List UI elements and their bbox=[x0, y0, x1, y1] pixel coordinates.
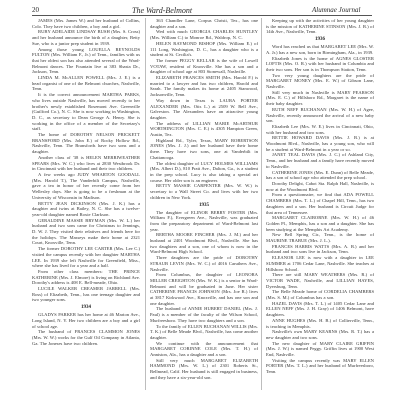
news-paragraph: Three daughters are the pride of DOROTHY STRAUB LEVIN (Mrs. W. C.) of 4016 Caruthers Ave., Nashville. bbox=[150, 255, 258, 272]
news-paragraph: CATHERINE JONES (Mrs. E. Dunn) of Belle Meade, has a son of school age who attended the prep school. bbox=[266, 169, 374, 181]
news-paragraph: MARGARET CLAIBORNE (Mrs. W. H.) of 46 Golden Pl., Memphis, has a son and a daughter. She has been studying at the Memphis Art Academy. bbox=[266, 215, 374, 232]
text-column-2 bbox=[150, 18, 258, 392]
news-paragraph: The daughter of ELINOR BERRY FOSTER (Mrs. William F.), Evergreen Ave., Nashville, was graduated from the preparatory department of Ward-Belmont last year. bbox=[150, 209, 258, 232]
news-paragraph: To the family of ELLEN BUCHANAN WILLIS (Mrs. T. K.) of Belle Meade Blvd., Nashville, has come another daughter. bbox=[150, 323, 258, 340]
news-paragraph: The former DOROTHY LEE CARTER (Mrs. Lee C.) visited the campus recently with her daughter MARTHA LEE. In 1939 she left Nashville for Greenfield, Miss., where she has lived for a year and a half. bbox=[32, 246, 140, 269]
text-column-3 bbox=[266, 18, 374, 392]
class-year-heading: 1935 bbox=[199, 202, 209, 208]
news-paragraph: There are still MARY WEATHERS (Mrs. R.) of VICTOR WADE, Nashville, and LILLIAN HAYES, Dyersburg, Tenn. bbox=[266, 272, 374, 289]
column-divider bbox=[145, 18, 146, 390]
news-paragraph: A few weeks ago JUDY WHARTON GOODALL (Mrs. Harold T.), The Vanderbilt Campus, Nashville, gave a tea in honor of her recently come from her Wellesley days. She is going to be a freshman at the University of Wisconsin in Madison. bbox=[32, 171, 140, 200]
news-paragraph: ELEANOR LEE is now with a daughter in LEE SUMMER at 1706 Cedar Lane, Nashville. She teaches at Hillsboro School. bbox=[266, 255, 374, 272]
news-paragraph: Still very much in Nashville is MARY PEARSON (Mrs. E. C.) of Hillsboro Rd., Margaret is the name of their baby daughter. bbox=[266, 89, 374, 107]
news-paragraph: RUBY ADELAIDE LINDSAY BUSH (Mrs. S. Cross) and her husband announce the birth of a daughter, Betty Sue, who is a junior prep student in 1939. bbox=[32, 29, 140, 46]
news-paragraph: Elizabeth Jones is the home of AGNES GLOSTER LOFTIS (Mrs. O. R.) with her husband in Columbia and their two sons. Her son is in Thompson Station, Tenn. bbox=[266, 55, 374, 72]
news-paragraph: Among those young LOUELLA REYNOLDS FULTON (Mrs. William F., Jr.) of Tenn., families with us that her oldest son has also attended several of the Ward-Belmont dances. The Fountain live at 383 Shasta Dr., Jackson, Tenn. bbox=[32, 46, 140, 75]
news-paragraph: RUTH NEFF BUCHANAN (Mrs. W. H.) of Agee, Nashville, recently announced the arrival of a new baby son. bbox=[266, 106, 374, 124]
news-paragraph: The oldest daughter of LUCY HOLMES WILLIAMS (Mrs. Albert D.), 810 Pratt Ave., Dalton, Ga., is a student in the prep school. Lucy is also taking a special art course. Her older son is an engineer. bbox=[150, 160, 258, 183]
column-divider bbox=[261, 18, 262, 390]
news-paragraph: The address of LILLIAN MARIE McARTHUR WORTHINGTON (Mrs. C. E.) is 4305 Hampton Green, Austin, Tex. bbox=[150, 120, 258, 138]
news-paragraph: The husband of ANNIE HUBERT DANIEL (Mrs. J. Paul) is a member of the faculty of the Wilson School, Murfreesboro. They have two daughters and a son. bbox=[150, 306, 258, 323]
text-column-1 bbox=[32, 18, 140, 392]
news-paragraph: From a questionnaire, we find that ADA POWELL CHAMBERS (Mrs. T. L.) of Chapel Hill, Tenn., has two daughters and a son. Her husband is Circuit Judge for that area of Tennessee. bbox=[266, 192, 374, 215]
news-paragraph: JANET TEAL DAVIS (Mrs. J. C.) of Ashland City, Tenn., and her husband and a family have recently moved to Nashville. bbox=[266, 152, 374, 169]
news-paragraph: Keeping up with the activities of her young daughter is the mission of KATHERINE STINSON (Mrs. J. B.) of 14th Ave., Nashville, Tenn. bbox=[266, 18, 374, 35]
news-paragraph: Two very young daughters are the pride of MARGARET MONEY (Mrs. E. W.) of Gibson Lane, Nashville. bbox=[266, 72, 374, 90]
news-paragraph: Another class of '38 is HELEN MERRIWEATHER SPEARS (Mrs. W. C.) who lives at 2830 Westbrook Dr. in Cincinnati with her husband and their two children. bbox=[32, 154, 140, 172]
news-paragraph: It is the correct announcement MARTHA PARKS, who lives outside Nashville, has moved recently to her brother's newly established Rosemont Ave. Greenville (Guilford Co.), N. C. She is now working in Washington, D. C., as secretary to Dean George A. Henry. She is working in the office of a member of the Secretary's staff. bbox=[32, 92, 140, 132]
news-paragraph: GERALDINE MASSIE BRYMAN (Mrs. W. L.) her husband and two sons came for Christmas to Jennings, D. W. J. They visited their relatives and friends here for the holidays. The Masseys make their home at 2321 Court, Knoxville, Tenn. bbox=[32, 217, 140, 246]
news-paragraph: New Bell Spring Cir., Tenn., is the home of MAURINE TRABUE (Mrs. J. L.). bbox=[266, 232, 374, 244]
journal-title: The Ward-Belmont bbox=[132, 6, 193, 15]
news-paragraph: BETTIE HOWARD DAVIS (Mrs. J. B.) is at Woodmont Blvd., Nashville, has a young son, who will be a student at Ward-Belmont in a year or so. bbox=[266, 135, 374, 152]
news-paragraph: The former PEGGY KELLAR is the wife of Lowell VOTAW, resident of Knoxville. She has a son and a daughter of school age at 803 Stonewall, Nashville. bbox=[150, 57, 258, 75]
news-paragraph: From Columbus, the daughter of LEONORA MILLER CREIGHTON (Mrs. W. K.) is a senior in Ward-Belmont and will be graduated in June. Her sister CATHERINE FRANCIS JOHNSON (Mrs. Joe R.) lives at 3817 Kirkwood Ave., Knoxville, and has one son and one daughter. bbox=[150, 272, 258, 306]
news-paragraph: BERTHA MOORE FINCHER (Mrs. J. M.) and her husband at 2401 Woodmont Blvd., Nashville. She has two daughters and a son, one of whom is now in the Ward-Belmont High School. bbox=[150, 232, 258, 255]
news-paragraph: Wed with much GEORGIA CHARLES HUNTLEY (Mrs. William C.) to Monroe Rd., Waldrop, N. C. bbox=[150, 29, 258, 41]
news-paragraph: Word has reached us that MARGARET LEE (Mrs. W. A. Jr.) has a new son, born in Birmingham, Ala., in 1939. bbox=[266, 44, 374, 55]
news-paragraph: Still very much MARGARET ELIZABETH HAMMOND (Mrs. W. L.) of 2301 Roberts St., Bellmead, Calif. Her husband is still engaged in business, and they have a six-year-old son. bbox=[150, 357, 258, 380]
page-number: 20 bbox=[32, 6, 39, 14]
news-paragraph: ELIZABETH FRANCES SMITH (Mrs. Harold F.) is married to a lawyer and has two children, Harold and Sarah. The family makes its home at 2405 Stanwood, Jacksonville, Tenn. bbox=[150, 75, 258, 98]
news-paragraph: The Belle Meade home of CORDELIA CHAMBERS (Mrs. S. M.) of Columbus has a son. bbox=[266, 289, 374, 301]
news-paragraph: LINDA M. McALLEN POWELL (Mrs. J. E.) is a head organist of one of the Belmont churches, Nashville, Tenn. bbox=[32, 75, 140, 92]
journal-title-right: Alumnae Journal bbox=[312, 6, 361, 14]
news-paragraph: LUCILE WALKER CREAMER JARRELL (Mrs. Ross) of Elizabeth, Tenn., has one teenage daughter and two younger sons. bbox=[32, 286, 140, 303]
news-paragraph: ANNE HUGHES (Mrs. H. B.) of Collierville, Tenn., is teaching in Memphis. bbox=[266, 317, 374, 329]
class-year-heading: 1936 bbox=[315, 37, 325, 43]
news-paragraph: GLADYS PARKER has her home at 46 Marion Ave., Long Island, N. Y. Her two children are a boy and a girl of school age. bbox=[32, 312, 140, 329]
news-paragraph: JAMES (Mrs. James W.) and her husband of Collins, Colo. They have two children, a boy and a girl. bbox=[32, 18, 140, 29]
news-paragraph: Elizabeth Lee (Mrs. W. E.) lives in Cincinnati, Ohio, with her husband and two sons. bbox=[266, 123, 374, 135]
news-paragraph: The home of DOROTHY NELSON PRICKETT BRANSFORD (Mrs. John E.) of Rocky Hollow Rd., Nashville, Tenn. The Bransfords have two sons and a daughter. bbox=[32, 132, 140, 155]
news-paragraph: BETTY MASSIE CARPENTER (Mrs. W. W.) is secretary to a Wall Street Co. and lives with her two children in New York. bbox=[150, 183, 258, 200]
header-rule bbox=[32, 15, 372, 16]
news-paragraph: Dorothy Delight, Cabot Sta. Ralph Hall, Nashville, is now at the Woodmont Blvd. bbox=[266, 180, 374, 192]
news-paragraph: HELEN RAYMOND BISHOP (Mrs. William E.) of 111 Long, Washington, D. C., has a daughter who is a student at St. Cecilia's. bbox=[150, 40, 258, 58]
news-paragraph: We continue with the announcement that MARGARET CORINNE COLE (Mrs. T. H.) of Anniston, Ala., has a daughter and a son. bbox=[150, 340, 258, 358]
news-paragraph: From other class members: THE PRINCE KATHERINE (Mrs. J. Elmore) is living on Richland Ave. Dorothy's address is 408 E. Bell-meade, Ohio. bbox=[32, 268, 140, 286]
news-paragraph: Visiting the campus recently was MARY ELLEN PORTER (Mrs. T. L.) and her husband of Murfreesboro, Tenn. bbox=[266, 357, 374, 375]
news-paragraph: Way down in Texas is LAURA PORTER ALEXANDER (Mrs. Otis L.) at 2509 W. Bell Ave., Galveston. The Alexanders have an attractive young daughter. bbox=[150, 97, 258, 120]
news-paragraph: The new daughter of MARY CLAIRE GRIFFIN (Mrs. J. W.) is named Peggy. Griffin lives at 1900 West End, Nashville. bbox=[266, 340, 374, 358]
news-paragraph: FRANCES HARRIS WATTS (Mrs. A. B.) and her husband and two sons live in Jackson, Tenn. bbox=[266, 243, 374, 255]
news-paragraph: Highland Rd., Tyler, Texas, MARY ROBERTSON JONES (Mrs. J. J.) and her husband have their home there. They have two sons, one at Vanderbilt in Chattanooga. bbox=[150, 137, 258, 160]
news-paragraph: BETTY JEAN DICKINSON (Mrs. J. K.) has a daughter and twins at Bailey, N. C. She has a twelve-year-old daughter named Roxie Clarkson. bbox=[32, 200, 140, 217]
news-paragraph: The husband of FRANCES CLAMMON JONES (Mrs. W. W.) works for the Gulf Oil Company in Atlanta, Ga. The Joneses have two children. bbox=[32, 329, 140, 346]
news-paragraph: Nashville's own MARY KEARNS (Mrs. R. T.) has a new daughter and two sons. bbox=[266, 329, 374, 340]
news-paragraph: HAZEL DAVIS (Mrs. T. L.) of 1405 Cedar Lane and ELLEN NEFF (Mrs. J. H. Gray) of 1406 Belmont, have daughters. bbox=[266, 300, 374, 318]
class-year-heading: 1934 bbox=[81, 305, 91, 311]
news-paragraph: 363 Chandler Lane, Corpus Christi, Tex., has one daughter and a son. bbox=[150, 18, 258, 29]
